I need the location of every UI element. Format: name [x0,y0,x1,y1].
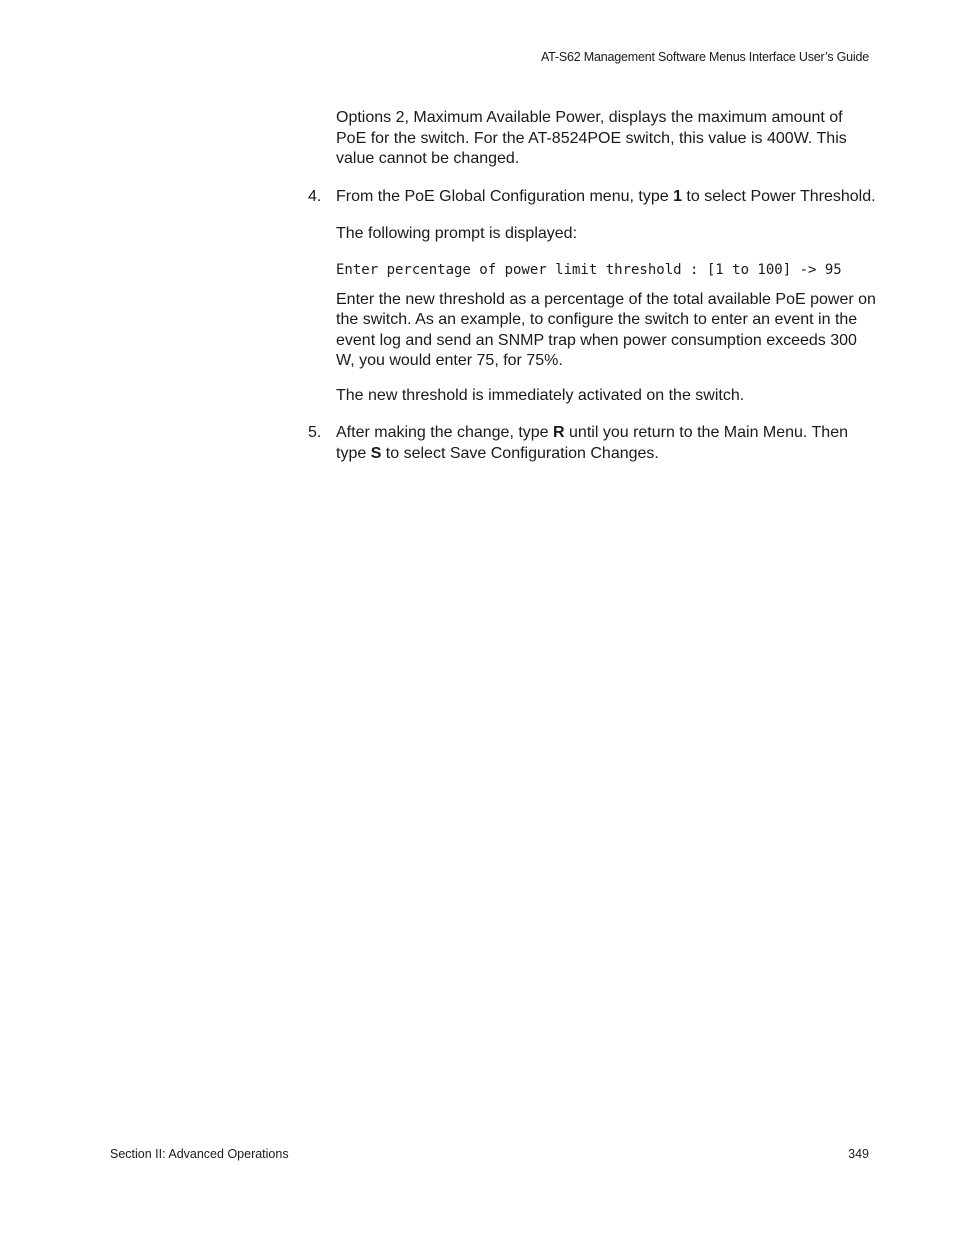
intro-paragraph: Options 2, Maximum Available Power, displays the maximum amount of PoE for the switch. For the AT-8524POE switch, this value is 400W. This value cannot be changed. [336,109,847,167]
step-4 [308,187,876,208]
main-content [308,108,876,481]
page-header: AT-S62 Management Software Menus Interface User’s Guide [540,50,869,64]
step-4-text-after: to select Power Threshold. [681,187,876,205]
step-5-text-before: After making the change, type [336,424,554,441]
step-5-key-r: R [553,424,565,441]
step-5-number: 5. [308,424,322,441]
footer-section: Section II: Advanced Operations [110,1147,289,1161]
page-number: 349 [848,1147,869,1161]
step-4-text-before: From the PoE Global Configuration menu, type [336,187,674,205]
step-4-number: 4. [308,187,322,205]
activated-paragraph: The new threshold is immediately activated on the switch. [336,386,745,404]
step-4-key: 1 [673,187,682,205]
step-5-text-after: to select Save Configuration Changes. [381,444,659,462]
prompt-intro: The following prompt is displayed: [336,225,578,242]
prompt-code: Enter percentage of power limit threshold : [1 to 100] -> 95 [336,261,842,278]
step-5-text-middle: until you return to the Main Menu. Then type [336,424,848,462]
step-5-key-s: S [370,444,382,462]
explanation-paragraph: Enter the new threshold as a percentage of the total available PoE power on the switch. As an example, to configure the switch to enter an event in the event log and send an SNMP trap when power consumption exceeds 300 W, you would enter 75, for 75%. [336,290,876,369]
step-5 [308,423,876,464]
